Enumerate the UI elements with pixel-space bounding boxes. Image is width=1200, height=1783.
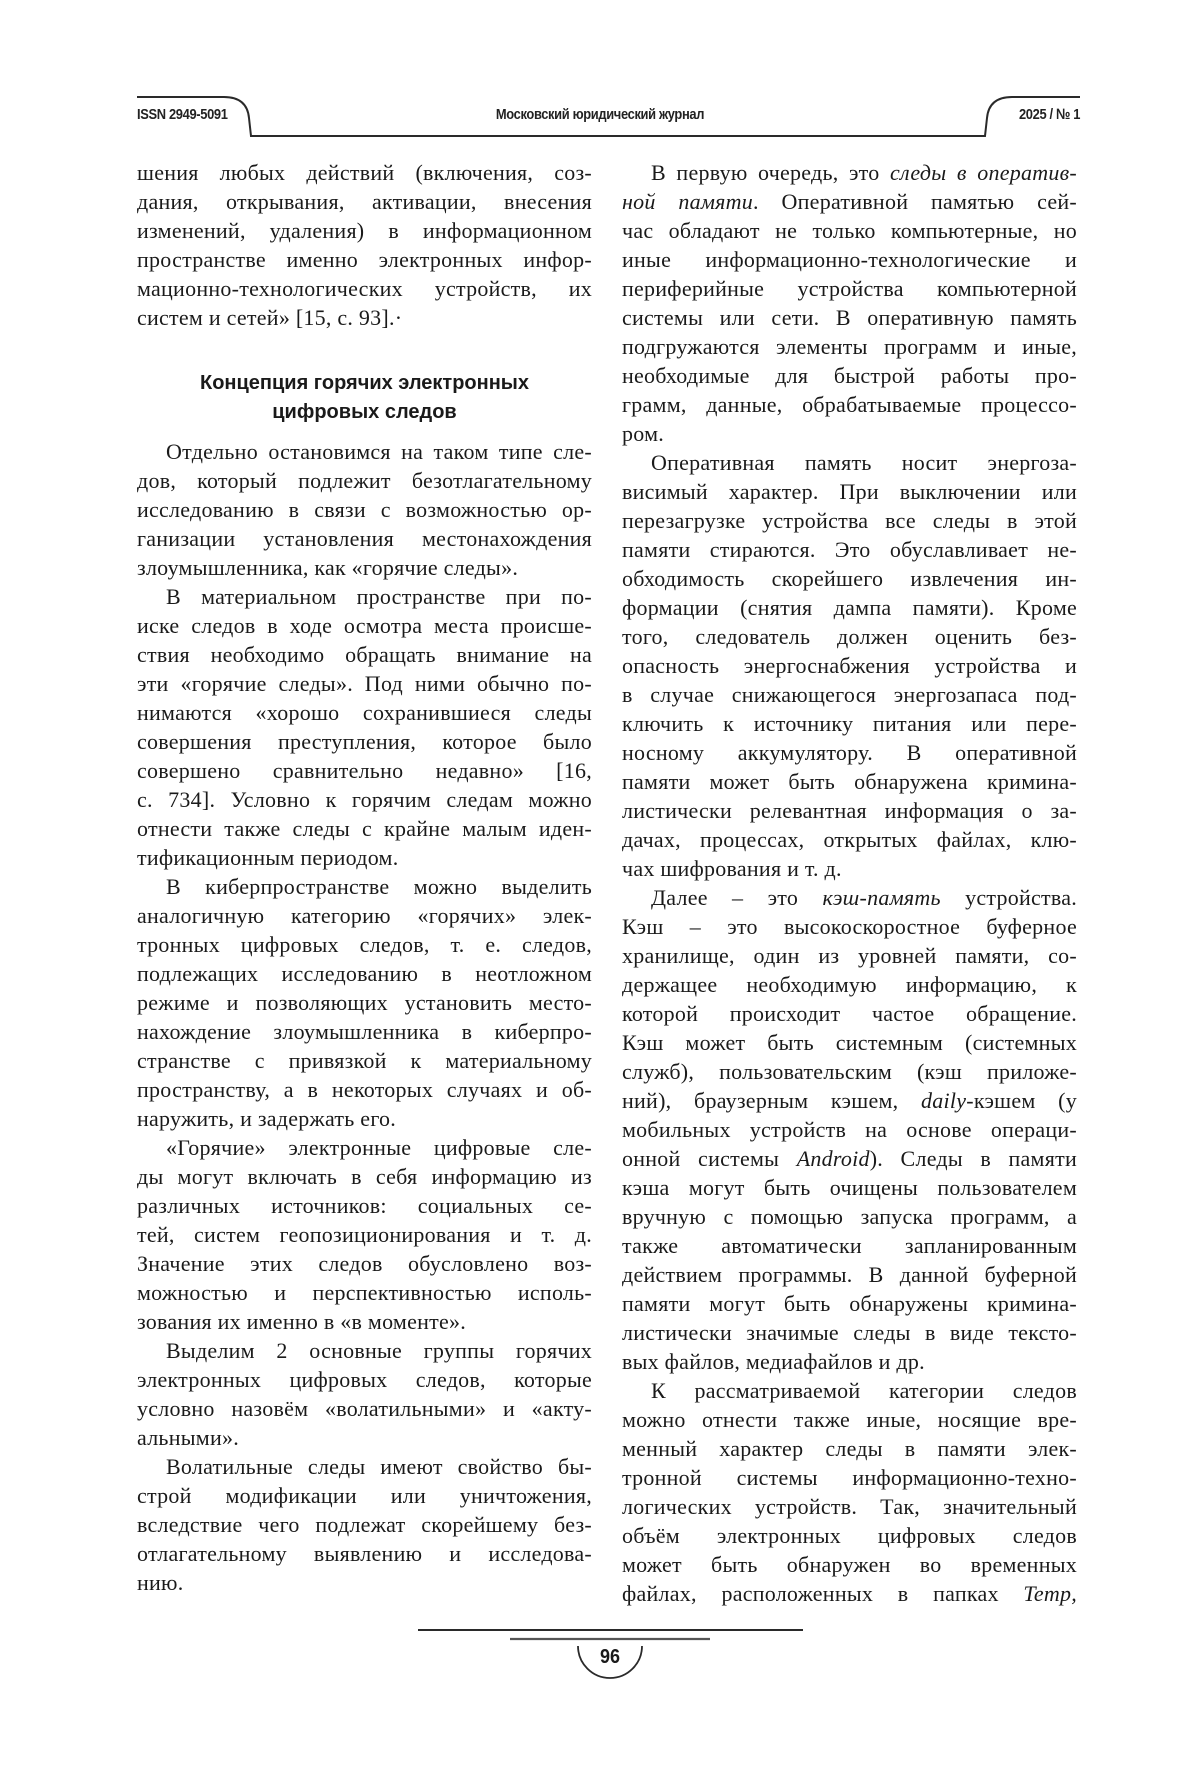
text-line: Кэш – это высокоскоростное буферное (622, 912, 1077, 941)
section-heading (137, 369, 592, 427)
text-line: изменений, удаления) в информационном (137, 216, 592, 245)
text-line: также автоматически запланированным (622, 1231, 1077, 1260)
left-column-body (137, 437, 592, 1597)
text-line: наружить, и задержать его. (137, 1104, 592, 1133)
text-line: Кэш может быть системным (системных (622, 1028, 1077, 1057)
text-line: подлежащих исследованию в неотложном (137, 959, 592, 988)
text-line: ды могут включать в себя информацию из (137, 1162, 592, 1191)
left-column-intro (137, 158, 592, 332)
text-line: странстве с привязкой к материальному (137, 1046, 592, 1075)
text-line: зования их именно в «в моменте». (137, 1307, 592, 1336)
text-line: можно отнести также иные, носящие вре- (622, 1405, 1077, 1434)
issue-number: 2025 / № 1 (1019, 106, 1080, 123)
text-line: формации (снятия дампа памяти). Кроме (622, 593, 1077, 622)
italic-term: кэш-память (822, 885, 940, 910)
text-line: объём электронных цифровых следов (622, 1521, 1077, 1550)
paragraph (137, 582, 592, 872)
text-line: держащее необходимую информацию, к (622, 970, 1077, 999)
text-line (622, 1086, 1077, 1115)
text-line: дания, открывания, активации, внесения (137, 187, 592, 216)
text-line (622, 187, 1077, 216)
text-segment: Далее – это (651, 885, 822, 910)
text-line: мационно-технологических устройств, их (137, 274, 592, 303)
text-line: ключить к источнику питания или пере- (622, 709, 1077, 738)
page-number: 96 (583, 1645, 637, 1669)
paragraph (137, 872, 592, 1133)
text-line: необходимые для быстрой работы про- (622, 361, 1077, 390)
text-line: висимый характер. При выключении или (622, 477, 1077, 506)
text-line: ствия необходимо обращать внимание на (137, 640, 592, 669)
text-line: нию. (137, 1568, 592, 1597)
text-line: отлагательному выявлению и исследова- (137, 1539, 592, 1568)
text-line: служб), пользовательским (кэш приложе- (622, 1057, 1077, 1086)
text-line: которой происходит частое обращение. (622, 999, 1077, 1028)
text-line: нимаются «хорошо сохранившиеся следы (137, 698, 592, 727)
text-line: режиме и позволяющих установить место- (137, 988, 592, 1017)
paragraph (137, 1452, 592, 1597)
text-line: листически релевантная информация о за- (622, 796, 1077, 825)
text-line: К рассматриваемой категории следов (622, 1376, 1077, 1405)
text-line: пространстве именно электронных инфор- (137, 245, 592, 274)
text-segment: -кэшем (у (966, 1088, 1077, 1113)
text-line: час обладают не только компьютерные, но (622, 216, 1077, 245)
text-line: чах шифрования и т. д. (622, 854, 1077, 883)
paragraph (622, 448, 1077, 883)
paragraph (622, 883, 1077, 1376)
text-line: с. 734]. Условно к горячим следам можно (137, 785, 592, 814)
text-line: совершения преступления, которое было (137, 727, 592, 756)
text-segment: ). Следы в памяти (870, 1146, 1077, 1171)
text-line: того, следователь должен оценить без- (622, 622, 1077, 651)
text-line: перезагрузке устройства все следы в этой (622, 506, 1077, 535)
paragraph (137, 1133, 592, 1336)
text-line: опасность энергоснабжения устройства и (622, 651, 1077, 680)
journal-title: Московский юридический журнал (84, 106, 1116, 123)
right-column (622, 158, 1077, 1608)
text-line: шения любых действий (включения, соз- (137, 158, 592, 187)
text-line: Отдельно остановимся на таком типе сле- (137, 437, 592, 466)
text-line: менный характер следы в памяти элек- (622, 1434, 1077, 1463)
text-line: подгружаются элементы программ и иные, (622, 332, 1077, 361)
text-line: нахождение злоумышленника в киберпро- (137, 1017, 592, 1046)
text-line: может быть обнаружен во временных (622, 1550, 1077, 1579)
text-line: отнести также следы с крайне малым иден- (137, 814, 592, 843)
text-line (622, 883, 1077, 912)
text-line: тронных цифровых следов, т. е. следов, (137, 930, 592, 959)
text-line: хранилище, один из уровней памяти, со- (622, 941, 1077, 970)
italic-term: следы в оператив- (890, 160, 1077, 185)
text-segment: устройства. (941, 885, 1077, 910)
text-line: ганизации установления местонахождения (137, 524, 592, 553)
text-line: дов, который подлежит безотлагательному (137, 466, 592, 495)
text-line: логических устройств. Так, значительный (622, 1492, 1077, 1521)
text-line: Оперативная память носит энергоза- (622, 448, 1077, 477)
text-line: памяти может быть обнаружена кримина- (622, 767, 1077, 796)
text-line: Выделим 2 основные группы горячих (137, 1336, 592, 1365)
text-line: тификационным периодом. (137, 843, 592, 872)
text-line: тей, систем геопозиционирования и т. д. (137, 1220, 592, 1249)
text-segment: файлах, расположенных в папках (622, 1581, 1023, 1606)
text-line: Волатильные следы имеют свойство бы- (137, 1452, 592, 1481)
italic-term: ной памяти (622, 189, 753, 214)
text-line: можностью и перспективностью исполь- (137, 1278, 592, 1307)
text-line: системы или сети. В оперативную память (622, 303, 1077, 332)
text-segment: онной системы (622, 1146, 797, 1171)
text-line: пространству, а в некоторых случаях и об- (137, 1075, 592, 1104)
text-line: В киберпространстве можно выделить (137, 872, 592, 901)
text-line: иные информационно-технологические и (622, 245, 1077, 274)
text-line: памяти стираются. Это обуславливает не- (622, 535, 1077, 564)
paragraph (622, 158, 1077, 448)
text-line: строй модификации или уничтожения, (137, 1481, 592, 1510)
italic-term: Android (797, 1146, 870, 1171)
text-line: совершено сравнительно недавно» [16, (137, 756, 592, 785)
text-line: исследованию в связи с возможностью ор- (137, 495, 592, 524)
text-segment: В первую очередь, это (651, 160, 890, 185)
text-line: альными». (137, 1423, 592, 1452)
section-heading-line: Концепция горячих электронных (137, 369, 592, 398)
text-line: иске следов в ходе осмотра места происше- (137, 611, 592, 640)
text-line: листически значимые следы в виде тексто- (622, 1318, 1077, 1347)
text-segment: . Оперативной памятью сей- (753, 189, 1077, 214)
text-line: аналогичную категорию «горячих» элек- (137, 901, 592, 930)
text-line (622, 1579, 1077, 1608)
text-line: «Горячие» электронные цифровые сле- (137, 1133, 592, 1162)
text-line: вых файлов, медиафайлов и др. (622, 1347, 1077, 1376)
paragraph (137, 437, 592, 582)
text-line: вследствие чего подлежат скорейшему без- (137, 1510, 592, 1539)
italic-term: Temp, (1023, 1581, 1077, 1606)
text-line: носному аккумулятору. В оперативной (622, 738, 1077, 767)
italic-term: daily (921, 1088, 966, 1113)
text-segment: ний), браузерным кэшем, (622, 1088, 921, 1113)
paragraph (137, 1336, 592, 1452)
text-line: тронной системы информационно-техно- (622, 1463, 1077, 1492)
text-line: ром. (622, 419, 1077, 448)
paragraph (622, 1376, 1077, 1608)
paragraph (137, 158, 592, 332)
text-line: вручную с помощью запуска программ, а (622, 1202, 1077, 1231)
text-line: В материальном пространстве при по- (137, 582, 592, 611)
section-heading-line: цифровых следов (137, 398, 592, 427)
text-line (622, 1144, 1077, 1173)
text-line: памяти могут быть обнаружены кримина- (622, 1289, 1077, 1318)
text-line: грамм, данные, обрабатываемые процессо- (622, 390, 1077, 419)
text-line: различных источников: социальных се- (137, 1191, 592, 1220)
text-line: периферийные устройства компьютерной (622, 274, 1077, 303)
text-line: условно назовём «волатильными» и «акту- (137, 1394, 592, 1423)
text-line: дачах, процессах, открытых файлах, клю- (622, 825, 1077, 854)
text-line: мобильных устройств на основе операци- (622, 1115, 1077, 1144)
text-line: кэша могут быть очищены пользователем (622, 1173, 1077, 1202)
text-line: злоумышленника, как «горячие следы». (137, 553, 592, 582)
text-line: систем и сетей» [15, с. 93].· (137, 303, 592, 332)
text-line: электронных цифровых следов, которые (137, 1365, 592, 1394)
text-line (622, 158, 1077, 187)
text-line: действием программы. В данной буферной (622, 1260, 1077, 1289)
issn: ISSN 2949-5091 (137, 106, 228, 123)
text-line: в случае снижающегося энергозапаса под- (622, 680, 1077, 709)
text-line: Значение этих следов обусловлено воз- (137, 1249, 592, 1278)
text-line: обходимость скорейшего извлечения ин- (622, 564, 1077, 593)
text-line: эти «горячие следы». Под ними обычно по- (137, 669, 592, 698)
